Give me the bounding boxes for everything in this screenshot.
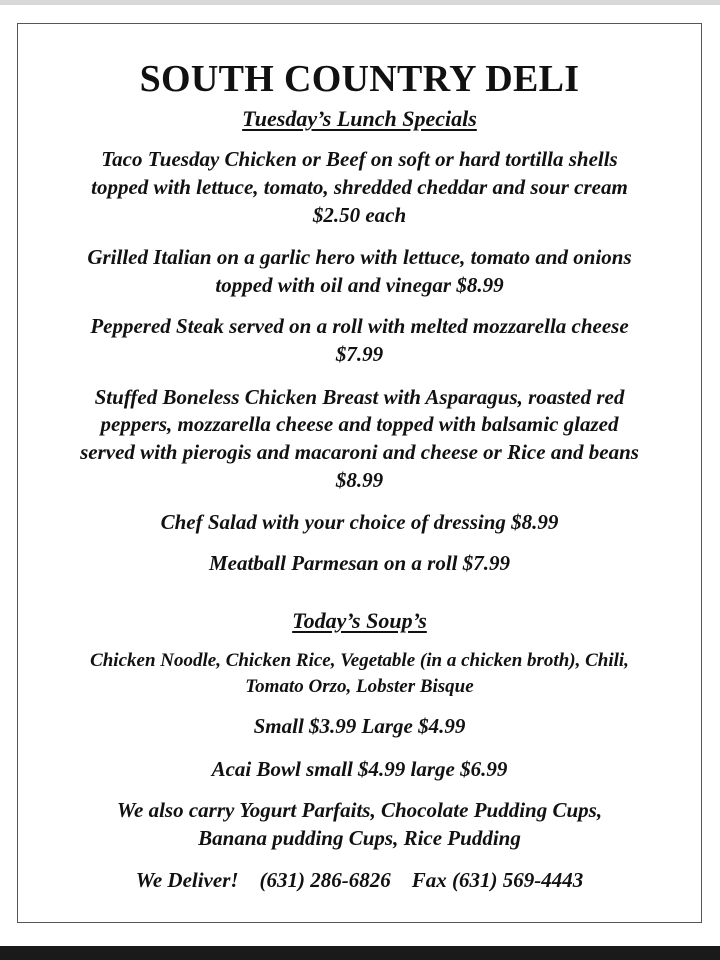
special-taco-line-2: topped with lettuce, tomato, shredded cheddar and sour cream: [91, 175, 628, 199]
acai-bowl: Acai Bowl small $4.99 large $6.99: [211, 757, 508, 781]
special-steak-line-1: Peppered Steak served on a roll with melted mozzarella cheese: [90, 314, 629, 338]
special-chicken-price: $8.99: [335, 468, 384, 492]
special-italian-line-2: topped with oil and vinegar $8.99: [215, 273, 504, 297]
page-title: SOUTH COUNTRY DELI: [139, 58, 580, 100]
special-chicken-line-1: Stuffed Boneless Chicken Breast with Asparagus, roasted red: [94, 385, 625, 409]
special-chef-salad: Chef Salad with your choice of dressing $8.99: [160, 510, 559, 534]
special-meatball-parmesan: Meatball Parmesan on a roll $7.99: [208, 551, 511, 575]
soups-list-line-1: Chicken Noodle, Chicken Rice, Vegetable (in a chicken broth), Chili,: [90, 650, 629, 671]
also-carry-line-1: We also carry Yogurt Parfaits, Chocolate Pudding Cups,: [116, 798, 603, 822]
special-chicken-line-3: served with pierogis and macaroni and cheese or Rice and beans: [80, 440, 639, 464]
deliver-text: We Deliver!: [135, 868, 239, 892]
bottom-bar: [0, 946, 720, 960]
special-chicken-line-2: peppers, mozzarella cheese and topped with balsamic glazed: [100, 412, 619, 436]
soups-heading: Today’s Soup’s: [292, 608, 427, 633]
soup-prices: Small $3.99 Large $4.99: [253, 714, 466, 738]
special-taco-line-1: Taco Tuesday Chicken or Beef on soft or hard tortilla shells: [101, 147, 618, 171]
fax-number: Fax (631) 569-4443: [411, 868, 584, 892]
special-taco-price: $2.50 each: [312, 203, 407, 227]
also-carry-line-2: Banana pudding Cups, Rice Pudding: [198, 826, 521, 850]
contact-footer: [17, 870, 702, 891]
special-steak-price: $7.99: [335, 342, 384, 366]
soups-list-line-2: Tomato Orzo, Lobster Bisque: [245, 676, 474, 697]
top-edge: [0, 0, 720, 5]
phone-number: (631) 286-6826: [259, 868, 391, 892]
specials-heading: Tuesday’s Lunch Specials: [242, 106, 477, 131]
special-italian-line-1: Grilled Italian on a garlic hero with lettuce, tomato and onions: [87, 245, 632, 269]
